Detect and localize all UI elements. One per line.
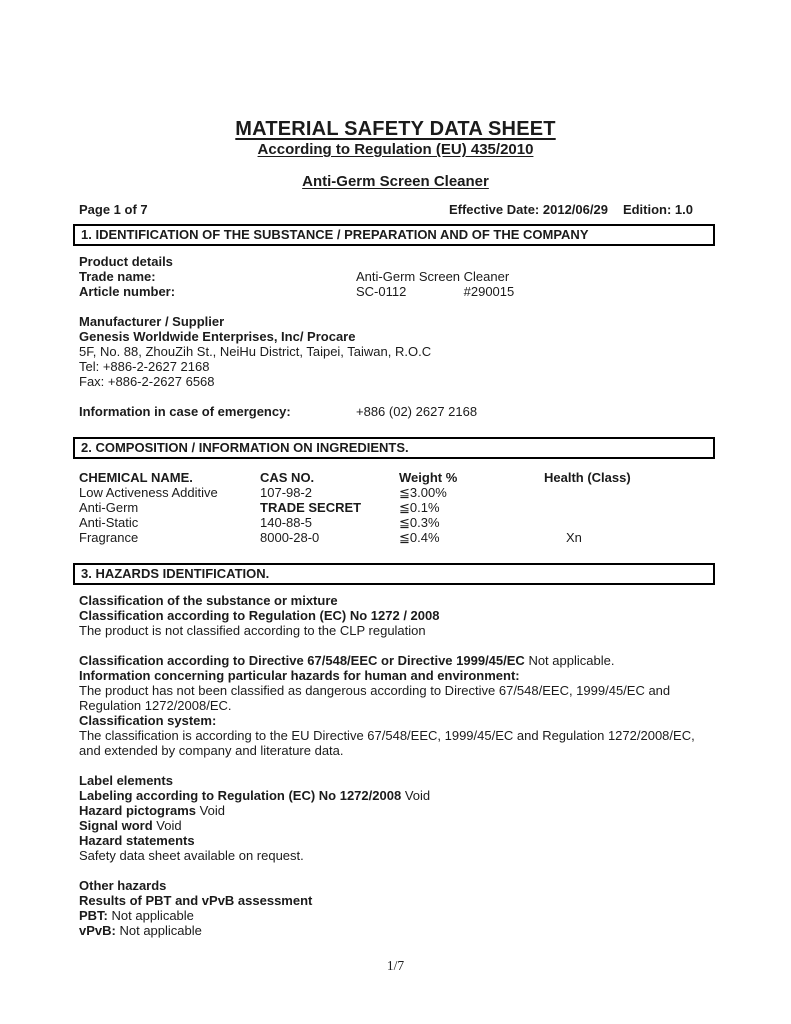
article-number-row <box>79 284 721 299</box>
hazard-statements-heading: Hazard statements <box>79 833 195 848</box>
section-3-heading <box>73 563 715 585</box>
manufacturer-address: 5F, No. 88, ZhouZih St., NeiHu District, Taipei, Taiwan, R.O.C <box>79 344 432 359</box>
cell-health-class <box>544 515 721 530</box>
directive-classification-row <box>79 653 721 668</box>
spacer <box>79 863 721 878</box>
hazard-pictograms-label: Hazard pictograms <box>79 803 197 818</box>
hazard-pictograms-value <box>200 803 225 818</box>
signal-word-row <box>79 818 721 833</box>
hazard-pictograms-value-text: Void <box>199 803 225 818</box>
product-details-heading: Product details <box>79 254 173 269</box>
vpvb-label: vPvB: <box>79 923 116 938</box>
manufacturer-tel: Tel: +886-2-2627 2168 <box>79 359 210 374</box>
section-3-heading-text: 3. HAZARDS IDENTIFICATION. <box>81 566 270 581</box>
labeling-value-text: Void <box>404 788 431 803</box>
spacer <box>79 758 721 773</box>
particular-hazards-line-2: Regulation 1272/2008/EC. <box>79 698 232 713</box>
article-number-values <box>356 284 514 299</box>
label-elements-heading: Label elements <box>79 773 173 788</box>
signal-word-label: Signal word <box>79 818 153 833</box>
document-title-text: MATERIAL SAFETY DATA SHEET <box>235 118 556 140</box>
page-number-label: Page 1 of 7 <box>79 202 148 217</box>
cell-weight: ≦0.4% <box>399 530 440 545</box>
cell-cas-no: 107-98-2 <box>260 485 313 500</box>
product-title-text: Anti-Germ Screen Cleaner <box>302 173 489 190</box>
table-row <box>79 485 721 500</box>
trade-name-row <box>79 269 721 284</box>
section-1-body <box>73 254 721 419</box>
composition-table-header <box>79 470 721 485</box>
table-row <box>79 530 721 545</box>
regulation-ec-heading: Classification according to Regulation (EC) No 1272 / 2008 <box>79 608 440 623</box>
classification-heading: Classification of the substance or mixture <box>79 593 338 608</box>
manufacturer-fax: Fax: +886-2-2627 6568 <box>79 374 215 389</box>
col-header-cas-no: CAS NO. <box>260 470 315 485</box>
cell-health-class <box>544 485 721 500</box>
cell-cas-no: 140-88-5 <box>260 515 313 530</box>
regulation-subtitle <box>0 141 791 158</box>
pbt-value-text: Not applicable <box>111 908 194 923</box>
edition-label: Edition: 1.0 <box>622 202 693 217</box>
spacer <box>79 389 721 404</box>
pbt-value <box>112 908 194 923</box>
section-1-heading-text: 1. IDENTIFICATION OF THE SUBSTANCE / PREPARATION AND OF THE COMPANY <box>81 227 589 242</box>
signal-word-value-text: Void <box>156 818 182 833</box>
clp-text: The product is not classified according to the CLP regulation <box>79 623 426 638</box>
signal-word-value <box>156 818 181 833</box>
page-indicator: 1/7 <box>386 958 405 973</box>
table-row <box>79 500 721 515</box>
manufacturer-name: Genesis Worldwide Enterprises, Inc/ Procare <box>79 329 356 344</box>
cell-chemical-name: Anti-Static <box>79 515 139 530</box>
emergency-info-label: Information in case of emergency: <box>79 404 291 419</box>
spacer <box>79 638 721 653</box>
cell-health-class <box>544 500 721 515</box>
classification-system-heading: Classification system: <box>79 713 217 728</box>
trade-name-label: Trade name: <box>79 269 156 284</box>
product-title <box>0 173 791 190</box>
article-number-code: #290015 <box>463 284 515 299</box>
document-title <box>0 118 791 140</box>
vpvb-value <box>119 923 201 938</box>
section-1-heading <box>73 224 715 246</box>
other-hazards-heading: Other hazards <box>79 878 167 893</box>
cell-cas-no: TRADE SECRET <box>260 500 362 515</box>
vpvb-value-text: Not applicable <box>119 923 202 938</box>
particular-hazards-heading: Information concerning particular hazards for human and environment: <box>79 668 520 683</box>
cell-cas-no: 8000-28-0 <box>260 530 320 545</box>
composition-table <box>73 470 721 545</box>
article-number-value: SC-0112 <box>356 284 407 299</box>
vpvb-row <box>79 923 721 938</box>
labeling-value <box>405 788 430 803</box>
page-footer <box>0 958 791 973</box>
labeling-heading: Labeling according to Regulation (EC) No 1272/2008 <box>79 788 402 803</box>
directive-value-text: Not applicable. <box>528 653 615 668</box>
cell-chemical-name: Anti-Germ <box>79 500 139 515</box>
cell-weight: ≦0.1% <box>399 500 440 515</box>
directive-value <box>528 653 614 668</box>
hazard-pictograms-row <box>79 803 721 818</box>
emergency-info-value: +886 (02) 2627 2168 <box>356 404 478 419</box>
hazard-statements-text: Safety data sheet available on request. <box>79 848 304 863</box>
cell-chemical-name: Low Activeness Additive <box>79 485 218 500</box>
classification-system-line-2: and extended by company and literature data. <box>79 743 344 758</box>
spacer <box>79 299 721 314</box>
date-edition-group <box>449 202 693 217</box>
cell-health-class: Xn <box>566 530 582 545</box>
directive-heading: Classification according to Directive 67/548/EEC or Directive 1999/45/EC <box>79 653 525 668</box>
section-3-body <box>73 593 721 938</box>
table-row <box>79 515 721 530</box>
classification-system-line-1: The classification is according to the EU Directive 67/548/EEC, 1999/45/EC and Regulation 1272/2008/EC, <box>79 728 695 743</box>
section-2-heading-text: 2. COMPOSITION / INFORMATION ON INGREDIENTS. <box>81 440 409 455</box>
pbt-assessment-heading: Results of PBT and vPvB assessment <box>79 893 313 908</box>
page-info-row <box>73 202 715 217</box>
article-number-label: Article number: <box>79 284 176 299</box>
particular-hazards-line-1: The product has not been classified as dangerous according to Directive 67/548/EEC, 1999/45/EC and <box>79 683 671 698</box>
trade-name-value: Anti-Germ Screen Cleaner <box>356 269 510 284</box>
regulation-subtitle-text: According to Regulation (EU) 435/2010 <box>257 141 534 158</box>
cell-chemical-name: Fragrance <box>79 530 139 545</box>
col-header-weight: Weight % <box>399 470 458 485</box>
labeling-row <box>79 788 721 803</box>
emergency-info-row <box>79 404 721 419</box>
pbt-row <box>79 908 721 923</box>
col-header-chemical-name: CHEMICAL NAME. <box>79 470 193 485</box>
col-header-health-class: Health (Class) <box>544 470 631 485</box>
pbt-label: PBT: <box>79 908 108 923</box>
cell-weight: ≦0.3% <box>399 515 440 530</box>
section-2-heading <box>73 437 715 459</box>
cell-weight: ≦3.00% <box>399 485 447 500</box>
effective-date-label: Effective Date: 2012/06/29 <box>448 202 608 217</box>
manufacturer-heading: Manufacturer / Supplier <box>79 314 225 329</box>
